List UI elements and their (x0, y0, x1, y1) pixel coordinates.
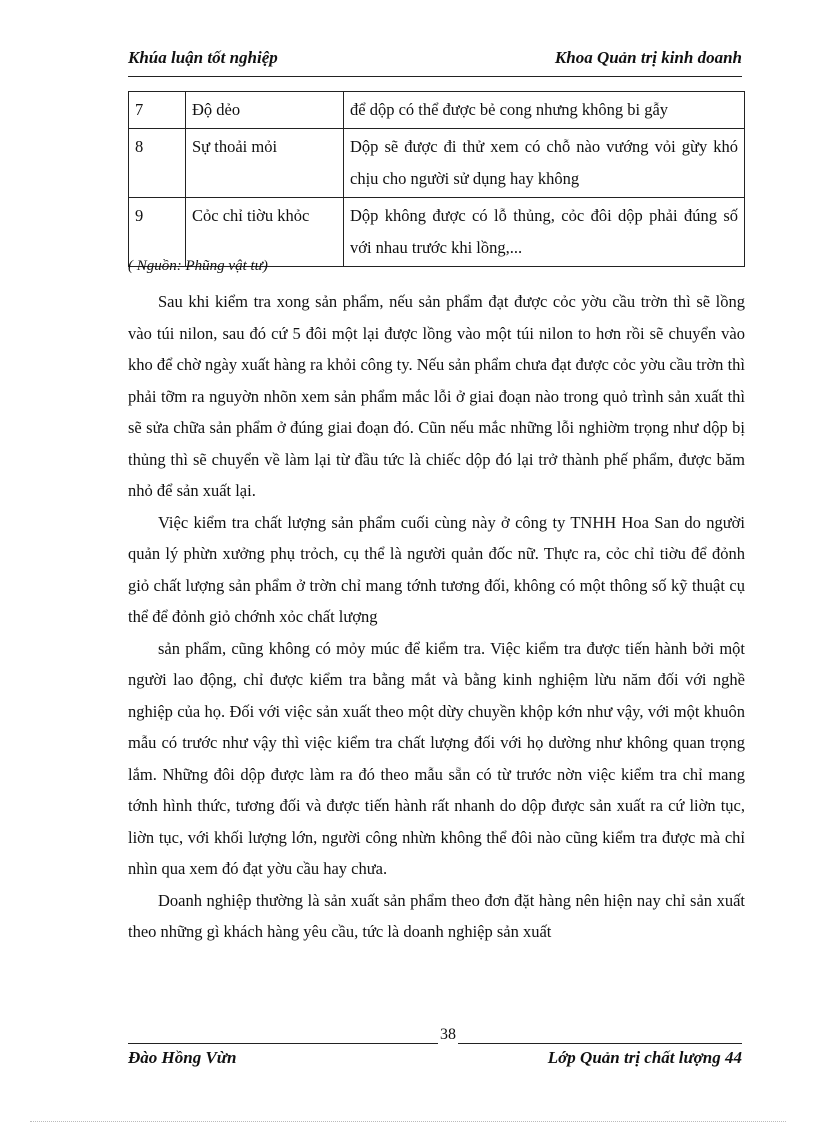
criterion-name: Sự thoải mỏi (186, 129, 344, 198)
criteria-table (128, 91, 745, 267)
page-bottom-divider (30, 1121, 786, 1122)
footer-class: Lớp Quản trị chất lượng 44 (547, 1048, 742, 1067)
header-thesis-title: Khúa luận tốt nghiệp (128, 48, 278, 67)
header-faculty: Khoa Quản trị kinh doanh (554, 48, 742, 67)
criterion-description: để dộp có thể được bẻ cong nhưng không bi gẫy (344, 92, 745, 129)
row-number: 7 (129, 92, 186, 129)
page-number: 38 (440, 1026, 456, 1043)
row-number: 9 (129, 198, 186, 267)
body-text (128, 286, 745, 948)
table-row (129, 92, 745, 129)
paragraph: Sau khi kiểm tra xong sản phẩm, nếu sản phẩm đạt được cỏc yờu cầu trờn thì sẽ lồng vào túi nilon, sau đó cứ 5 đôi một lại được lồng vào một túi nilon to hơn rồi sẽ chuyển vào kho để chờ ngày xuất hàng ra khỏi công ty. Nếu sản phẩm chưa đạt được cỏc yờu cầu trờn thì phải tỡm ra nguyờn nhõn xem sản phẩm mắc lỗi ở giai đoạn nào trong quỏ trình sản xuất thì sẽ sửa chữa sản phẩm ở đúng giai đoạn đó. Cũn nếu mắc những lỗi nghiờm trọng như dộp bị thủng thì sẽ chuyển về làm lại từ đầu tức là chiếc dộp đó lại trở thành phế phẩm, được băm nhỏ để sản xuất lại. (128, 292, 745, 500)
page-footer (128, 1026, 742, 1074)
paragraph: sản phẩm, cũng không có mỏy múc để kiểm tra. Việc kiểm tra được tiến hành bởi một người lao động, chỉ được kiểm tra bằng mắt và bằng kinh nghiệm lừu năm đối với nghề nghiệp của họ. Đối với việc sản xuất theo một dừy chuyền khộp kớn như vậy, với một khuôn mẫu có trước như vậy thì việc kiểm tra chất lượng đối với họ dường như không quan trọng lắm. Những đôi dộp được làm ra đó theo mẫu sẵn có từ trước nờn việc kiểm tra chỉ mang tớnh hình thức, tương đối và được tiến hành rất nhanh do dộp được sản xuất ra cứ liờn tục, liờn tục, với khối lượng lớn, người công nhừn không thể đôi nào cũng kiểm tra được mà chỉ nhìn qua xem đó đạt yờu cầu hay chưa. (128, 638, 745, 878)
table-row (129, 198, 745, 267)
table-source-note: ( Nguồn: Phũng vật tư) (128, 258, 268, 274)
page-header (128, 46, 742, 77)
criterion-name: Độ dẻo (186, 92, 344, 129)
criterion-description: Dộp sẽ được đi thử xem có chỗ nào vướng vỏi gừy khó chịu cho người sử dụng hay không (344, 129, 745, 198)
criterion-description: Dộp không được có lỗ thủng, cỏc đôi dộp phải đúng số với nhau trước khi lồng,... (344, 198, 745, 267)
table-row (129, 129, 745, 198)
row-number: 8 (129, 129, 186, 198)
paragraph: Việc kiểm tra chất lượng sản phẩm cuối cùng này ở công ty TNHH Hoa San do người quản lý phừn xưởng phụ trỏch, cụ thể là người quản đốc nữ. Thực ra, cỏc chỉ tiờu để đỏnh giỏ chất lượng sản phẩm ở trờn chỉ mang tớnh tương đối, không có một thông số kỹ thuật cụ thể để đỏnh giỏ chớnh xỏc chất lượng (128, 512, 745, 626)
footer-author: Đào Hồng Vừn (128, 1048, 237, 1067)
criterion-name: Cỏc chỉ tiờu khỏc (186, 198, 344, 267)
paragraph: Doanh nghiệp thường là sản xuất sản phẩm theo đơn đặt hàng nên hiện nay chỉ sản xuất theo những gì khách hàng yêu cầu, tức là doanh nghiệp sản xuất (128, 890, 745, 941)
